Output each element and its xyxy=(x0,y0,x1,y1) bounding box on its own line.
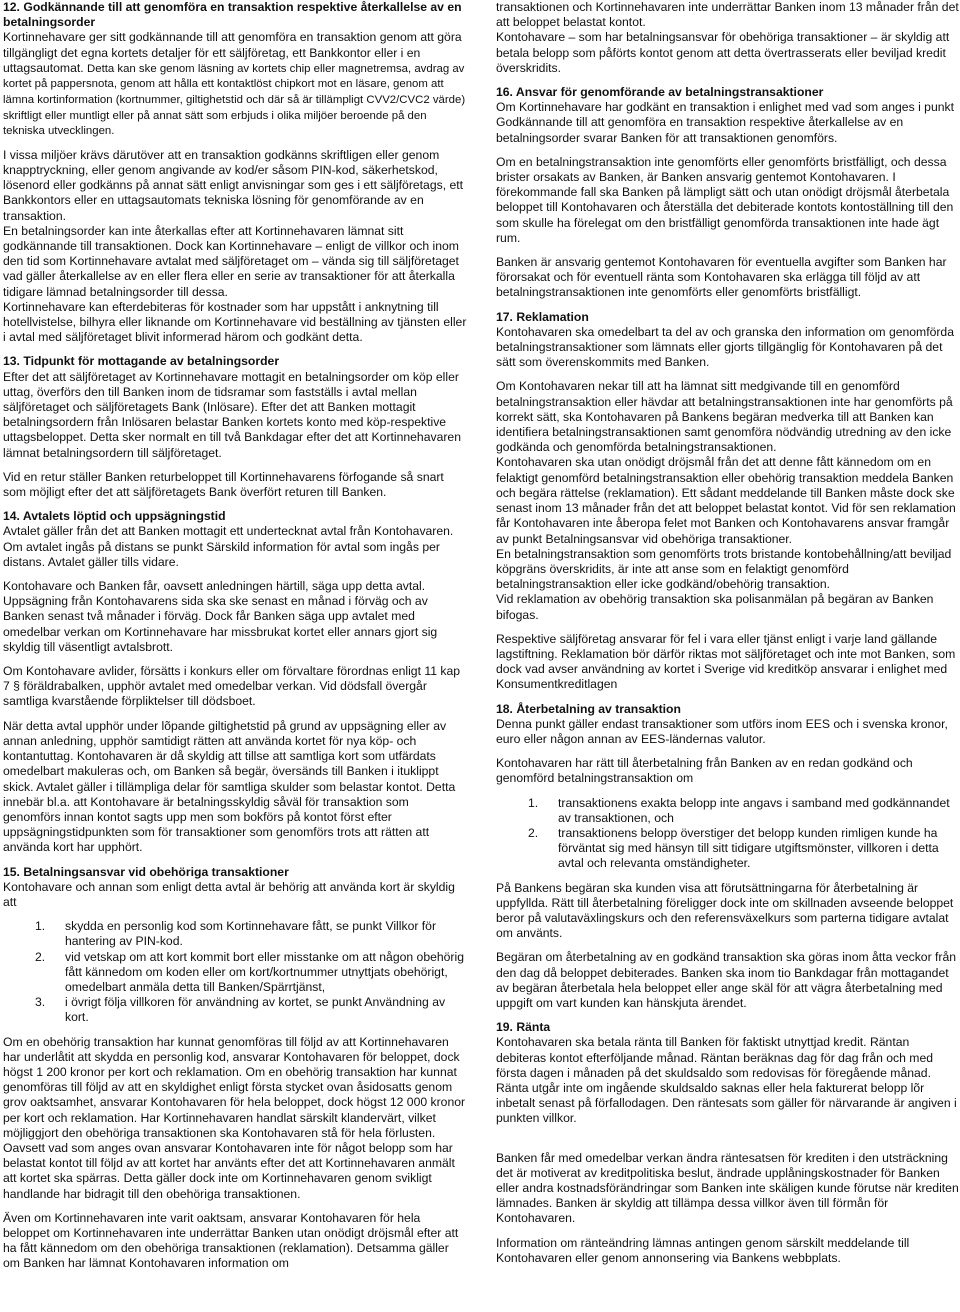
section-16-paragraph-3: Banken är ansvarig gentemot Kontohavaren för eventuella avgifter som Banken har förorsakat och för eventuell ränta som Kontohavaren ska erlägga till följd av att betalningstransaktionen inte genomförts eller genomförts bristfälligt. xyxy=(496,255,947,300)
section-16-paragraph-1: Om Kortinnehavare har godkänt en transaktion i enlighet med vad som anges i punkt Godkännande till att genomföra en transaktion respektive återkallelse av en betalningsorder svarar Banken för att transaktionen genomförs. xyxy=(496,100,954,145)
section-19-heading xyxy=(496,1020,959,1035)
section-12-paragraph-1 xyxy=(3,30,468,138)
section-12-heading xyxy=(3,0,468,30)
list-item xyxy=(3,919,468,949)
section-16-title: Ansvar för genomförande av betalningstransaktioner xyxy=(515,85,824,100)
section-18 xyxy=(496,702,959,1012)
section-14-title: Avtalets löptid och uppsägningstid xyxy=(22,509,226,524)
section-16-heading xyxy=(496,85,959,100)
section-13 xyxy=(3,354,468,500)
section-13-number: 13. xyxy=(3,354,20,369)
list-item xyxy=(3,950,468,996)
section-15-paragraph-3: Även om Kortinnehavaren inte varit oaktsam, ansvarar Kontohavaren för hela beloppet om Kortinnehavaren inte underrättar Banken utan onödigt dröjsmål efter att ha fått kännedom om den obehöriga transaktionen (reklamation). Detsamma gäller om Banken har lämnat Kontohavaren information om xyxy=(3,1210,459,1271)
section-15-list xyxy=(3,919,468,1025)
section-14-paragraph-3: Om Kontohavare avlider, försätts i konkurs eller om förvaltare förordnas enligt 11 kap 7 § föräldrabalken, upphör avtalet med omedelbar verkan. Vid dödsfall övergår samtliga kvarstående förpliktelser till dödsboet. xyxy=(3,664,461,709)
list-item-text: i övrigt följa villkoren för användning av kortet, se punkt Användning av kort. xyxy=(65,995,446,1025)
list-item-number: 1. xyxy=(35,919,46,934)
section-15-paragraph-2: Om en obehörig transaktion har kunnat genomföras till följd av att Kortinnehavaren har underlåtit att skydda en personlig kod, ansvarar Kontohavaren för beloppet, dock högst 1 200 kronor per kort och reklamation. Om en obehörig transaktion har kunnat genomföras till följd av att en skyldighet enligt första stycket ovan åsidosatts genom grov oaktsamhet, ansvarar Kontohavaren för hela beloppet, dock högst 12 000 kronor per kort och reklamation. Har Kortinnehavaren handlat särskilt klandervärt, vilket möjliggjort den obehöriga transaktionen ska Kontohavaren stå för hela förlusten. Oavsett vad som anges ovan ansvarar Kontohavaren inte för något belopp som har belastat kontot till följd av att kortet har använts efter det att Kortinnehavaren anmält att kortet ska spärras. Detta gäller dock inte om Kortinnehavaren genom svikligt handlande har bidragit till den obehöriga transaktionen. xyxy=(3,1034,466,1201)
section-12-p1-rest: Detta kan ske genom läsning av kortets chip eller magnetremsa, avdrag av kortet på pappersnota, genom att hålla ett kontaktlöst chipkort mot en läsare, genom att lämna kortinformation (kortnummer, giltighetstid och där så är tillämpligt CVV2/CVC2 värde) skriftligt eller muntligt eller på annat sätt som erbjuds i olika miljöer beroende på den tekniska utvecklingen. xyxy=(3,62,466,138)
section-18-title: Återbetalning av transaktion xyxy=(516,701,681,716)
list-item-number: 2. xyxy=(528,825,539,840)
section-18-heading xyxy=(496,702,959,717)
section-18-paragraph-3: På Bankens begäran ska kunden visa att förutsättningarna för återbetalning är uppfyllda. Rätt till återbetalning föreligger dock inte om skillnaden avseende beloppet beror på valutaväxlingskurs och den referensväxelkurs som parterna tidigare avtalat om använts. xyxy=(496,880,954,941)
list-item-text: skydda en personlig kod som Kortinnehavare fått, se punkt Villkor för hantering av PIN-kod. xyxy=(65,919,437,949)
section-16-paragraph-2: Om en betalningstransaktion inte genomförts eller genomförts bristfälligt, och dessa brister orsakats av Banken, är Banken ansvarig gentemot Kontohavaren. I förekommande fall ska Banken på lämpligt sätt och utan onödigt dröjsmål återbetala beloppet till Kontohavaren och återställa det debiterade kontots kontoställning till den som skulle ha förelegat om den bristfälligt genomförda transaktionen inte hade ägt rum. xyxy=(496,154,954,245)
section-14-paragraph-2: Kontohavare och Banken får, oavsett anledningen härtill, säga upp detta avtal. Uppsägning från Kontohavarens sida ska ske senast en månad i förväg och av Banken senast två månader i förväg. Dock får Banken säga upp avtalet med omedelbar verkan om Kortinnehavare har missbrukat kortet eller annars gjort sig skyldig till väsentligt avtalsbrott. xyxy=(3,579,438,654)
section-17-paragraph-1: Kontohavaren ska omedelbart ta del av och granska den information om genomförda betalningstransaktioner som lämnats eller gjorts tillgänglig för Kontohavaren på det sätt som överenskommits med Banken. xyxy=(496,324,954,370)
section-14 xyxy=(3,509,468,855)
section-15-heading xyxy=(3,865,468,880)
section-15-number: 15. xyxy=(3,864,20,879)
right-column xyxy=(496,0,959,1275)
section-13-paragraph-1: Efter det att säljföretaget av Kortinnehavare mottagit en betalningsorder om köp eller uttag, överförs den till Banken inom de tidsramar som fastställs i avtal mellan säljföretaget och säljföretagets Bank (Inlösare). Efter det att Banken mottagit betalningsordern från Inlösaren belastar Banken kortets konto med köp-respektive uttagsbeloppet. Detta sker normalt en till två Bankdagar efter det att Kortinnehavaren lämnat betalningsordern till säljföretaget. xyxy=(3,369,461,460)
section-19-paragraph-3: Information om ränteändring lämnas antingen genom särskilt meddelande till Kontohavaren eller genom annonsering via Bankens webbplats. xyxy=(496,1235,910,1265)
section-19-paragraph-2: Banken får med omedelbar verkan ändra räntesatsen för krediten i den utsträckning det är motiverat av kreditpolitiska beslut, ändrade upplåningskostnader för Banken eller andra kostnadsförändringar som Banken inte skäligen kunde förutse när krediten lämnades. Banken är skyldig att tillämpa dessa villkor även till förmån för Kontohavaren. xyxy=(496,1150,959,1226)
section-17-paragraph-3: Kontohavaren ska utan onödigt dröjsmål från det att denne fått kännedom om en felaktigt genomförd betalningstransaktion eller obehörig transaktion meddela Banken och begära rättelse (reklamation). Ett sådant meddelande till Banken måste dock ske senast inom 13 månader från det att beloppet belastat kontot. Vid för sen reklamation får Kontohavaren inte åberopa felet mot Banken och Kontohavarens ansvar framgår av punkt Betalningsansvar vid obehöriga transaktioner. xyxy=(496,455,956,546)
list-item-number: 3. xyxy=(35,995,46,1010)
section-12-p1-lead: Kortinnehavare ger sitt godkännande till att genomföra en transaktion genom att göra tillgängligt det egna kortets detaljer för ett säljföretag, ett Bankkontor eller i en uttagsautomat. xyxy=(3,30,462,75)
section-16-number: 16. xyxy=(496,85,513,100)
left-column xyxy=(3,0,468,1281)
section-19-paragraph-1: Kontohavaren ska betala ränta till Banken för faktiskt utnyttjad kredit. Räntan debiteras kontot efterföljande månad. Räntan beräknas dag för dag från och med första dagen i månaden på det skuldsaldo som redovisas för föregående månad. Ränta utgår inte om ingående skuldsaldo saknas eller hela fakturerat belopp lõr inbetalt senast på förfallodagen. Den räntesats som gäller för närvarande är angiven i punkten villkor. xyxy=(496,1035,957,1126)
list-item-number: 2. xyxy=(35,949,46,964)
section-18-paragraph-2: Kontohavaren har rätt till återbetalning från Banken av en redan godkänd och genomförd betalningstransaktion om xyxy=(496,756,913,786)
section-12-paragraph-4: Kortinnehavare kan efterdebiteras för kostnader som har uppstått i anknytning till hotellvistelse, bilhyra eller liknande om Kortinnehavare vid beställning av tjänsten eller i avtal med säljföretaget blivit informerad härom och godkänt detta. xyxy=(3,299,467,345)
list-item-text: transaktionens belopp överstiger det belopp kunden rimligen kunde ha förväntat sig med hänsyn till sitt tidigare utgiftsmönster, villkoren i detta avtal och relevanta omständigheter. xyxy=(558,825,939,871)
list-item-number: 1. xyxy=(528,795,539,810)
section-15-continued-paragraph-2: Kontohavare – som har betalningsansvar för obehöriga transaktioner – är skyldig att betala belopp som påförts kontot genom att detta övertrasserats eller beviljad kredit överskridits. xyxy=(496,30,950,75)
section-14-heading xyxy=(3,509,468,524)
section-14-paragraph-1: Avtalet gäller från det att Banken mottagit ett undertecknat avtal från Kontohavaren. Om avtalet ingås på distans se punkt Särskild information för avtal som ingås per distans. Avtalet gäller tills vidare. xyxy=(3,524,454,569)
list-item xyxy=(3,995,468,1025)
list-item-text: transaktionens exakta belopp inte angavs i samband med godkännandet av transaktionen, och xyxy=(558,795,950,825)
section-12-paragraph-3: En betalningsorder kan inte återkallas efter att Kortinnehavaren lämnat sitt godkännande till transaktionen. Dock kan Kortinnehavare – enligt de villkor och inom den tid som Kortinnehavare avtalat med säljföretaget om – vända sig till säljföretaget vad gäller återkallelse av en eller flera eller en serie av transaktioner för att återkalla tidigare lämnad betalningsorder till dessa. xyxy=(3,223,459,299)
section-15-title: Betalningsansvar vid obehöriga transaktioner xyxy=(23,864,289,879)
section-17-heading xyxy=(496,310,959,325)
section-17 xyxy=(496,310,959,693)
section-17-paragraph-2: Om Kontohavaren nekar till att ha lämnat sitt medgivande till en genomförd betalningstransaktion eller hävdar att betalningstransaktionen inte har genomförts på korrekt sätt, ska Kontohavaren på Bankens begäran medverka till att Banken kan identifiera betalningstransaktionen samt genomföra nödvändig utredning av den icke godkända och genomförda betalningstransaktionen. xyxy=(496,379,953,455)
section-17-title: Reklamation xyxy=(516,309,589,324)
section-12-number: 12. xyxy=(3,0,20,14)
section-14-paragraph-4: När detta avtal upphör under lõpande giltighetstid på grund av uppsägning eller av annan anledning, upphör samtidigt rätten att använda kortet för nya köp- och kontantuttag. Kontohavaren är då skyldig att tillse att samtliga kort som utfärdats omedelbart makuleras och, om Banken så begär, översänds till Banken i ituklippt skick. Avtalet gäller i tillämpliga delar för samtliga skulder som belastar kontot. Detta innebär bl.a. att Kontohavare är betalningsskyldig såväl för transaktion som genomförs innan kontot sagts upp men som bokförs på kontot först efter uppsägningstidpunkten som för transaktioner som genomförs trots att rätten att använda kort har upphört. xyxy=(3,718,456,855)
list-item xyxy=(496,826,959,872)
section-18-paragraph-1: Denna punkt gäller endast transaktioner som utförs inom EES och i svenska kronor, euro eller någon annan av EES-ländernas valutor. xyxy=(496,716,948,746)
section-17-paragraph-6: Respektive säljföretag ansvarar för fel i vara eller tjänst enligt i varje land gällande lagstiftning. Reklamation bör därför riktas mot säljföretaget och inte mot Banken, som dock vad avser användning av kortet i Sverige vid kreditköp ansvarar i enlighet med Konsumentkreditlagen xyxy=(496,631,956,692)
section-15-continued-paragraph-1: transaktionen och Kortinnehavaren inte underrättar Banken inom 13 månader från det att beloppet belastat kontot. xyxy=(496,0,959,30)
section-13-paragraph-2: Vid en retur ställer Banken returbeloppet till Kortinnehavarens förfogande så snart som möjligt efter det att säljföretagets Bank överfört returen till Banken. xyxy=(3,469,444,500)
section-18-number: 18. xyxy=(496,701,513,716)
section-14-number: 14. xyxy=(3,509,20,524)
section-13-heading xyxy=(3,354,468,369)
section-19-number: 19. xyxy=(496,1020,513,1035)
section-12-paragraph-2: I vissa miljöer krävs därutöver att en transaktion godkänns skriftligen eller genom knapptryckning, eller genom angivande av kod/er såsom PIN-kod, säkerhetskod, lösenord eller godkänns på annat sätt enligt anvisningar som ges i ett säljföretags, ett Bankkontors eller en uttagsautomats tekniska lösning för genomförande av en transaktion. xyxy=(3,147,464,223)
section-16 xyxy=(496,85,959,301)
section-12-title: Godkännande till att genomföra en transaktion respektive återkallelse av en betalningsorder xyxy=(3,0,462,30)
section-18-paragraph-4: Begäran om återbetalning av en godkänd transaktion ska göras inom åtta veckor från den dag då beloppet debiterades. Banken ska inom tio Bankdagar från mottagandet av begäran återbetala hela beloppet eller ange skäl för att vägra återbetalning med uppgift om vart kunden kan hänskjuta ärendet. xyxy=(496,950,957,1010)
section-17-paragraph-5: Vid reklamation av obehörig transaktion ska polisanmälan på begäran av Banken bifogas. xyxy=(496,592,934,622)
section-17-paragraph-4: En betalningstransaktion som genomförts trots bristande kontobehållning/att beviljad köpgräns överskridits, är inte att anse som en felaktigt genomförd betalningstransaktion eller icke godkänd/obehörig transaktion. xyxy=(496,546,952,592)
section-15-paragraph-1: Kontohavare och annan som enligt detta avtal är behörig att använda kort är skyldig att xyxy=(3,879,455,909)
section-15 xyxy=(3,865,468,1272)
section-19 xyxy=(496,1020,959,1266)
section-15-continued xyxy=(496,0,959,76)
section-17-number: 17. xyxy=(496,309,513,324)
section-19-title: Ränta xyxy=(516,1020,551,1035)
list-item xyxy=(496,796,959,826)
section-18-list xyxy=(496,796,959,872)
section-13-title: Tidpunkt för mottagande av betalningsorder xyxy=(23,354,280,369)
list-item-text: vid vetskap om att kort kommit bort eller misstanke om att någon obehörig fått kännedom om koden eller om kort/kortnummer utnyttjats obehörigt, omedelbart anmäla detta till Banken/Spärrtjänst, xyxy=(65,949,464,994)
section-12 xyxy=(3,0,468,345)
